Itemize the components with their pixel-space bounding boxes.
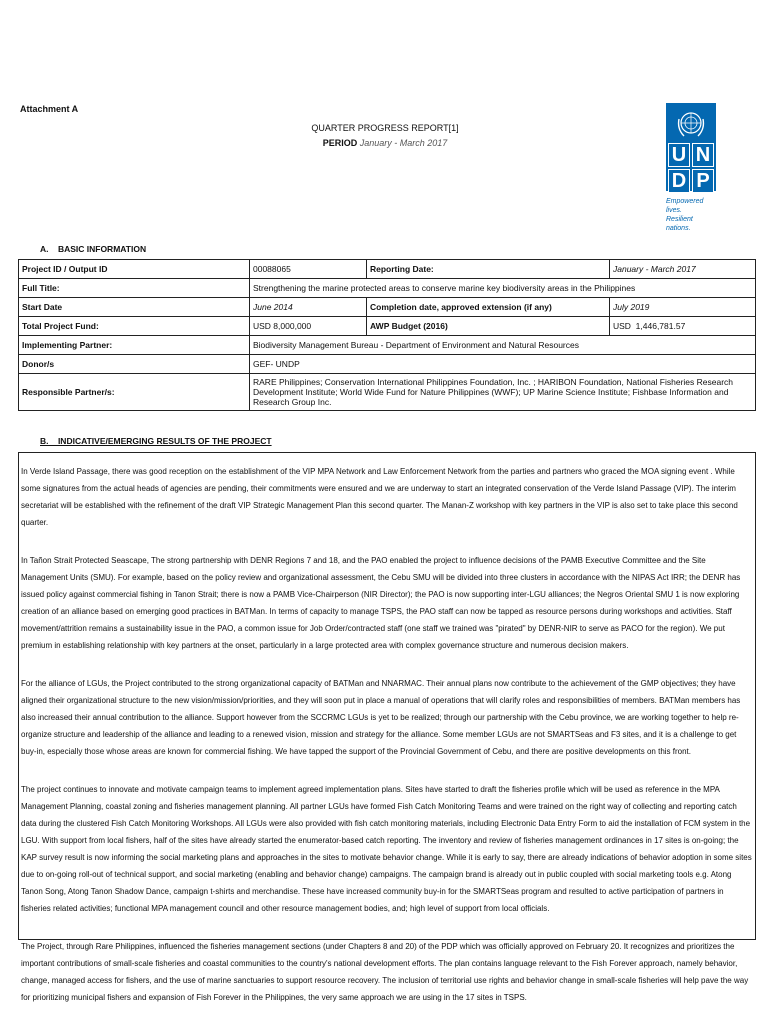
table-row: [19, 317, 756, 336]
results-paragraph-campaign: The project continues to innovate and motivate campaign teams to implement agreed implementation plans. Sites have started to draft the fisheries profile which will be used as reference in the MPA Management Planning, coastal zoning and fisheries management planning. All partner LGUs have formed Fish Catch Monitoring Teams and were trained on the right way of collecting and reporting catch data during the clustered Fish Catch Monitoring Workshops. All LGUs were also provided with fish catch monitoring materials, including Electronic Data Entry Form to aid the installation of FCM system in the LGU. With support from local fishers, half of the sites have already started the enumerator-based catch reporting. The inventory and review of fisheries management ordinances in 17 sites is on-going; the KAP survey result is now informing the social marketing plans and approaches in the sites to motivate behavior change. While it is early to say, there are already indications of behavior adoption in some sites due to on-going roll-out of technical support, and social marketing (enabling and behavior change) campaigns. The campaign brand is already out in public coupled with social marketing tools e.g. Atong Tanon Song, Atong Tanon Shadow Dance, campaign t-shirts and merchandise. These have increased community buy-in for the SMARTSeas program and resulted to active participation of partners in fisheries related activities; functional MPA management council and other resource management bodies, and; high level of support from local officials.: [21, 785, 752, 913]
reporting-date-value: January - March 2017: [610, 260, 756, 279]
total-fund-value: USD 8,000,000: [250, 317, 367, 336]
basic-information-heading: A. BASIC INFORMATION: [40, 244, 147, 254]
reporting-date-label: Reporting Date:: [367, 260, 610, 279]
results-paragraph-pdp: The Project, through Rare Philippines, influenced the fisheries management sections (under Chapters 8 and 20) of the PDP which was officially approved on February 20. It recognizes and prioritizes the important contributions of small-scale fisheries and coastal communities to the country's national development efforts. The plan contains language relevant to the Fish Forever approach, namely behavior, change, managed access for fishers, and the use of marine sanctuaries to support resource recovery. The inclusion of territorial use rights and behavior change in small-scale fisheries will help pave the way for prioritizing municipal fishers and expansion of Fish Forever in the Philippines, the very same approach we are using in the 17 sites in TSPS.: [21, 942, 749, 1002]
basic-information-table: [18, 259, 756, 411]
attachment-label: Attachment A: [20, 104, 79, 114]
implementing-partner-label: Implementing Partner:: [19, 336, 250, 355]
logo-letter-d: D: [668, 169, 690, 193]
awp-budget-value: USD 1,446,781.57: [610, 317, 756, 336]
full-title-value: Strengthening the marine protected areas to conserve marine key biodiversity areas in the Philippines: [250, 279, 756, 298]
donor-value: GEF- UNDP: [250, 355, 756, 374]
responsible-partners-value: RARE Philippines; Conservation International Philippines Foundation, Inc. ; HARIBON Foundation, National Fisheries Research Development Institute; World Wide Fund for Nature Philippines (WWF); UP Marine Science Institute; Fishbase Information and Research Group Inc.: [250, 374, 756, 411]
period-value: January - March 2017: [359, 138, 448, 148]
tagline-line-1: Empowered lives.: [666, 198, 704, 214]
tagline-line-2: Resilient nations.: [666, 216, 693, 232]
responsible-partners-label: Responsible Partner/s:: [19, 374, 250, 411]
start-date-label: Start Date: [19, 298, 250, 317]
report-title: QUARTER PROGRESS REPORT[1]: [311, 123, 459, 133]
total-fund-label: Total Project Fund:: [19, 317, 250, 336]
undp-tagline: [666, 197, 716, 233]
results-box: [18, 452, 756, 1002]
un-emblem-icon: [674, 107, 708, 141]
table-row: [19, 355, 756, 374]
results-paragraph-vip: In Verde Island Passage, there was good reception on the establishment of the VIP MPA Network and Law Enforcement Network from the parties and partners who graced the MOA signing event . While some signatures from the actual heads of agencies are pending, their commitments were ensured and we are underway to start an integrated conservation of the Verde Island Passage (VIP). The interim secretariat will be established with the refinement of the draft VIP Strategic Management Plan this second quarter. The Manan-Z workshop with key partners in the VIP is also set to take place this second quarter.: [21, 467, 738, 527]
results-paragraph-tanon: In Tañon Strait Protected Seascape, The strong partnership with DENR Regions 7 and 18, and the PAO enabled the project to influence decisions of the PAMB Executive Committee and the Site Management Units (SMU). For example, based on the policy review and organizational assessment, the Cebu SMU will be divided into three clusters in accordance with the NIPAS Act IRR; the DENR has issued policy against commercial fishing in Tanon Strait; there is now a PAMB Vice-Chairperson (NIR Director); the PAO is now supporting inter-LGU alliances; the Negros Oriental SMU 1 is now exploring creation of an alliance based on emerging good practices in BATMan. In terms of capacity to manage TSPS, the PAO staff can now be tapped as resource persons during workshops and activities. Staff movement/attrition remains a sustainability issue in the PAO, a common issue for Job Order/contracted staff (one staff we trained was "pirated" by DENR-NIR to serve as PACO for the region). We put premium in establishing relationship with key partners at the onset, particularly in a large protected area with complex governance structure and numerous decision makers.: [21, 556, 741, 650]
completion-date-label: Completion date, approved extension (if any): [367, 298, 610, 317]
logo-letter-u: U: [668, 143, 690, 167]
undp-letters: [666, 141, 716, 191]
implementing-partner-value: Biodiversity Management Bureau - Department of Environment and Natural Resources: [250, 336, 756, 355]
report-period: [0, 138, 770, 148]
table-row: [19, 336, 756, 355]
results-heading: B. INDICATIVE/EMERGING RESULTS OF THE PROJECT: [40, 436, 272, 446]
logo-letter-n: N: [692, 143, 714, 167]
table-row: [19, 279, 756, 298]
project-id-value: 00088065: [250, 260, 367, 279]
completion-date-value: July 2019: [610, 298, 756, 317]
full-title-label: Full Title:: [19, 279, 250, 298]
results-paragraph-alliance: For the alliance of LGUs, the Project contributed to the strong organizational capacity of BATMan and NNARMAC. Their annual plans now contribute to the achievement of the GMP objectives; they have aligned their organizational structure to the new vision/mission/priorities, and they will soon put in place a manual of operations that will clarify roles and responsibilities of members. BATMan members has also increased their annual contribution to the alliance. Support however from the SCCRMC LGUs is yet to be realized; through our partnership with the Cebu province, we are working together to help re-organize structure and leadership of the alliance and leading to a renewed vision, mission and strategy for the alliance. Some member LGUs are not SMARTSeas and F3 sites, and it is a challenge to get buy-in, especially those whose areas are known for commercial fishing. We have tapped the support of the Provincial Government of Cebu, and there are positive developments on this front.: [21, 679, 741, 756]
start-date-value: June 2014: [250, 298, 367, 317]
undp-logo-box: [666, 103, 716, 191]
table-row: [19, 298, 756, 317]
awp-budget-label: AWP Budget (2016): [367, 317, 610, 336]
project-id-label: Project ID / Output ID: [19, 260, 250, 279]
table-row: [19, 260, 756, 279]
table-row: [19, 374, 756, 411]
donor-label: Donor/s: [19, 355, 250, 374]
period-label: PERIOD: [322, 138, 358, 148]
logo-letter-p: P: [692, 169, 714, 193]
undp-logo: [666, 103, 716, 233]
